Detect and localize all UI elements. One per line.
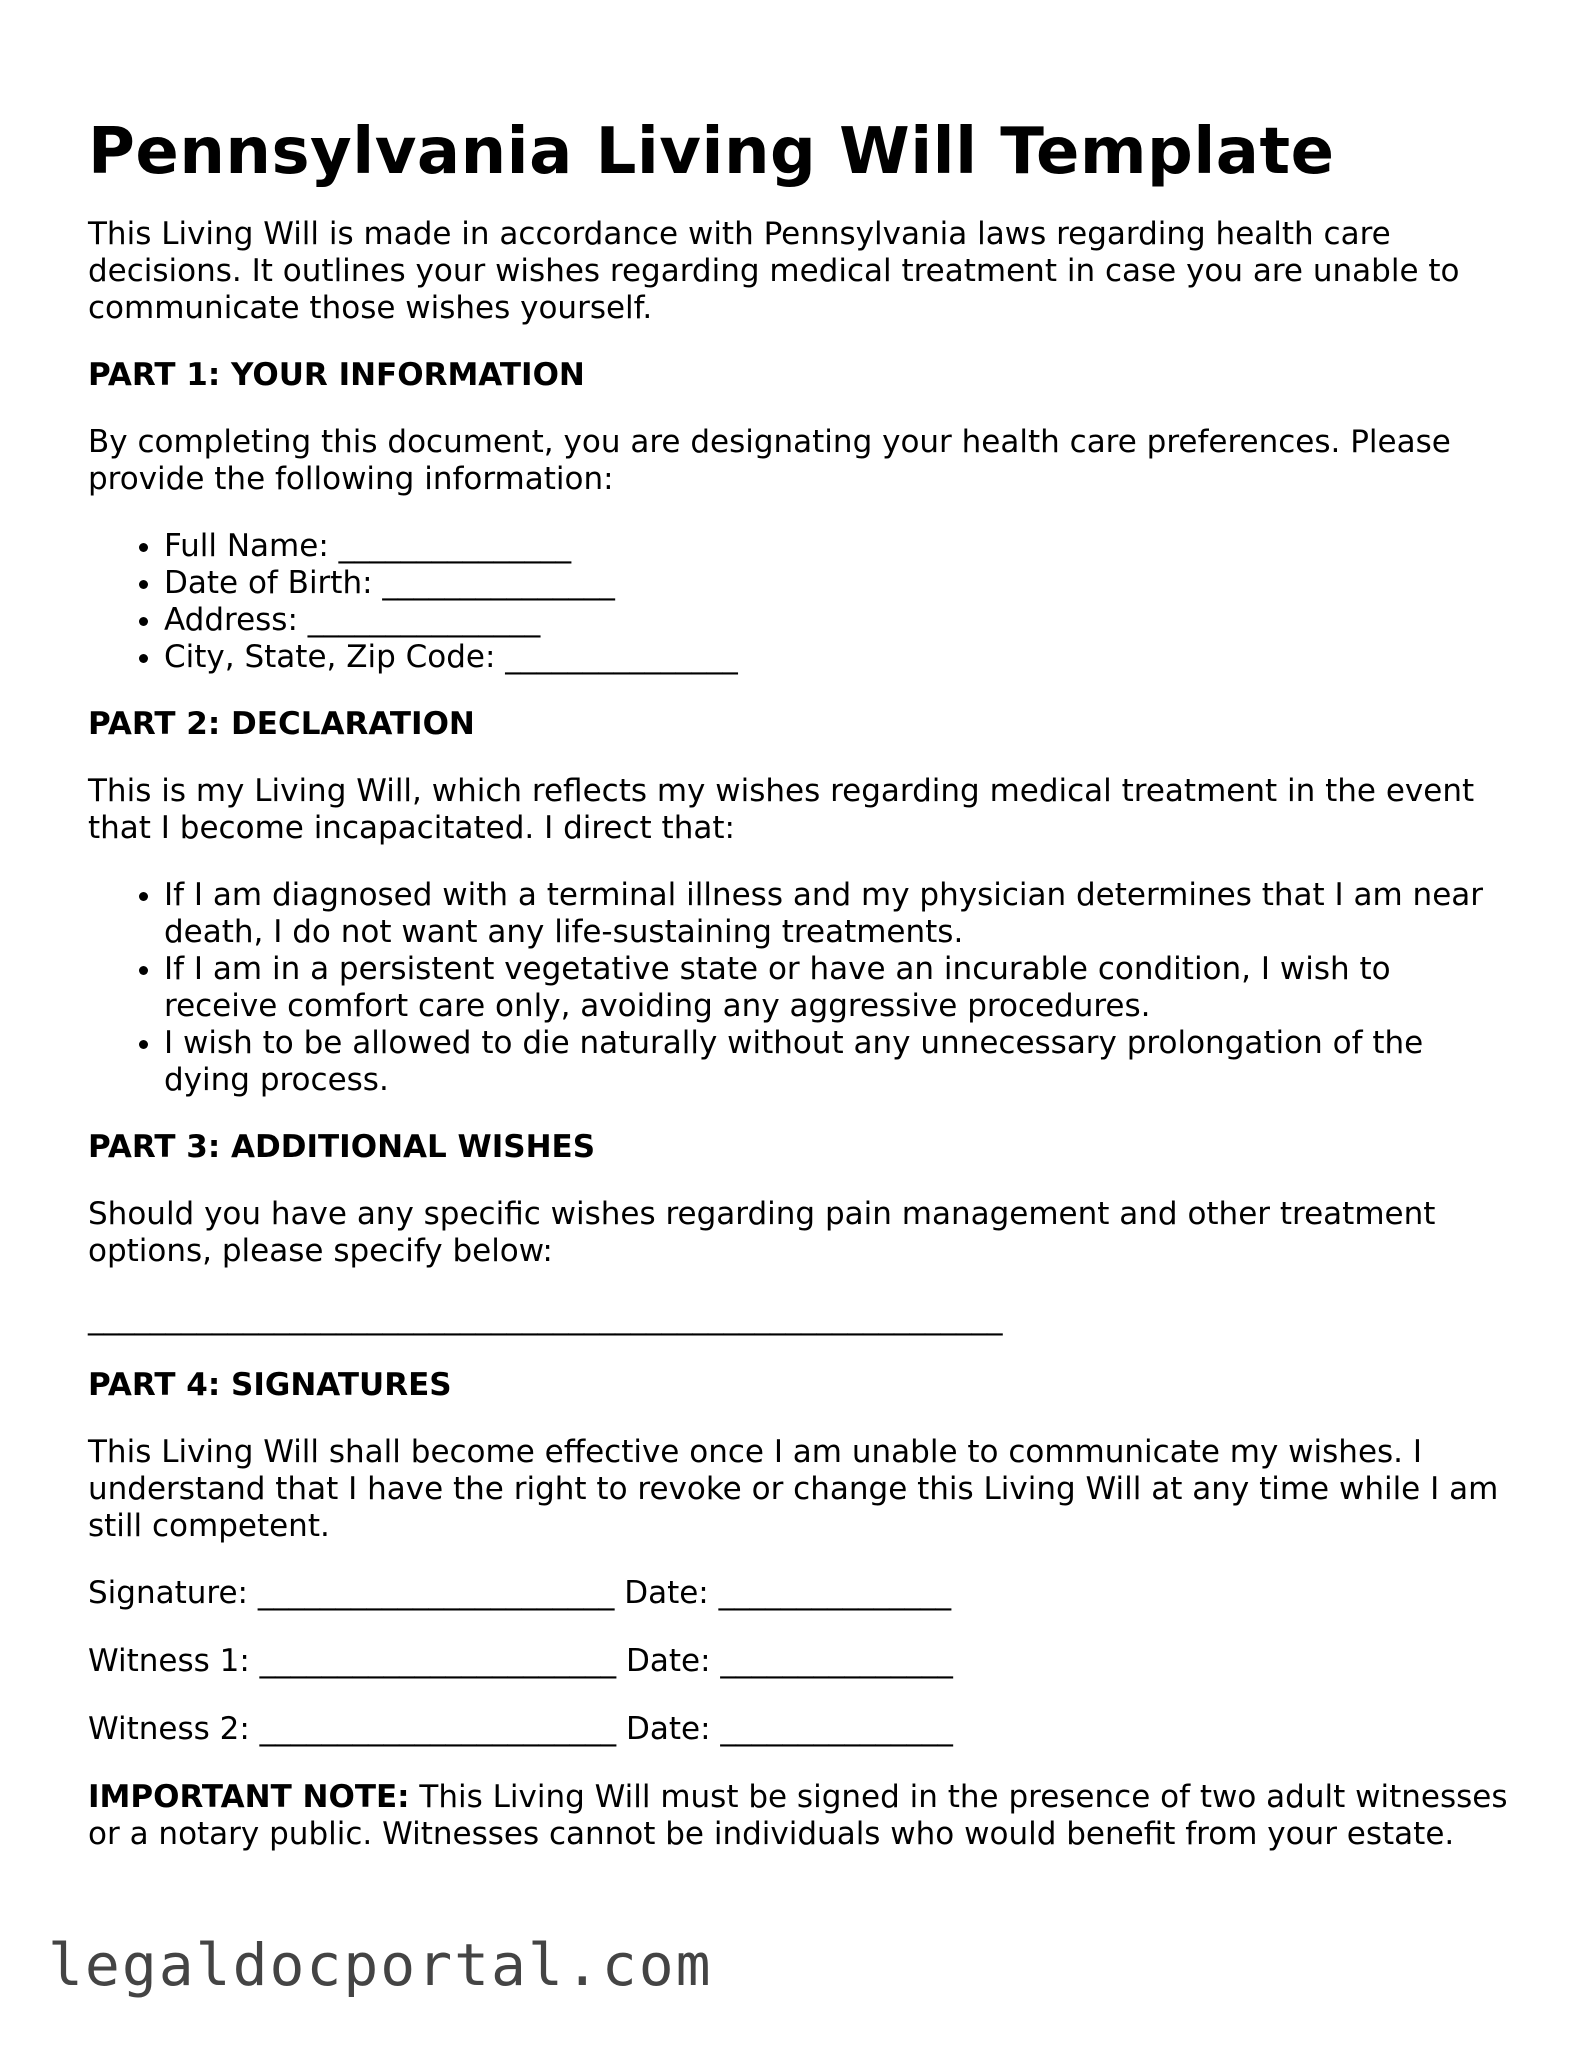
full-name-field: • Full Name: _______________ — [164, 528, 1508, 565]
part3-text: Should you have any specific wishes regarding pain management and other treatment options, please specify below: — [88, 1196, 1436, 1269]
additional-wishes-blank: ___________________________________________________________ — [88, 1300, 1003, 1336]
footer-brand-watermark: legaldocportal.com — [48, 1931, 713, 1999]
part4-text: This Living Will shall become effective once I am unable to communicate my wishes. I understand that I have the right to revoke or change this Living Will at any time while I am still competent. — [88, 1434, 1499, 1544]
signature-row: Signature: _______________________ Date: _______________ — [88, 1575, 952, 1611]
part1-heading: PART 1: YOUR INFORMATION — [88, 357, 585, 393]
city-state-zip-field: • City, State, Zip Code: _______________ — [164, 639, 1508, 676]
intro-paragraph: This Living Will is made in accordance with Pennsylvania laws regarding health care decisions. It outlines your wishes regarding medical treatment in case you are unable to communicate those wishes yourself. — [88, 216, 1460, 326]
important-note — [88, 1779, 1508, 1853]
document-title: Pennsylvania Living Will Template — [88, 115, 1335, 189]
part3-heading: PART 3: ADDITIONAL WISHES — [88, 1129, 596, 1165]
document-page — [88, 108, 1508, 1883]
part1-text: By completing this document, you are designating your health care preferences. Please provide the following information: — [88, 424, 1451, 497]
important-note-label: IMPORTANT NOTE: — [88, 1779, 410, 1815]
part2-directive-list — [88, 877, 1508, 1099]
date-of-birth-field: • Date of Birth: _______________ — [164, 565, 1508, 602]
witness2-row: Witness 2: _______________________ Date: _______________ — [88, 1711, 953, 1747]
important-note-text: This Living Will must be signed in the presence of two adult witnesses or a notary public. Witnesses cannot be individuals who would benefit from your estate. — [88, 1779, 1508, 1852]
part4-heading: PART 4: SIGNATURES — [88, 1367, 452, 1403]
directive-item: • I wish to be allowed to die naturally without any unnecessary prolongation of the dying process. — [164, 1025, 1508, 1099]
witness1-row: Witness 1: _______________________ Date: _______________ — [88, 1643, 953, 1679]
directive-item: • If I am diagnosed with a terminal illness and my physician determines that I am near death, I do not want any life-sustaining treatments. — [164, 877, 1508, 951]
part2-text: This is my Living Will, which reflects my wishes regarding medical treatment in the event that I become incapacitated. I direct that: — [88, 773, 1475, 846]
directive-item: • If I am in a persistent vegetative state or have an incurable condition, I wish to receive comfort care only, avoiding any aggressive procedures. — [164, 951, 1508, 1025]
part1-field-list — [88, 528, 1508, 676]
part2-heading: PART 2: DECLARATION — [88, 706, 475, 742]
address-field: • Address: _______________ — [164, 602, 1508, 639]
